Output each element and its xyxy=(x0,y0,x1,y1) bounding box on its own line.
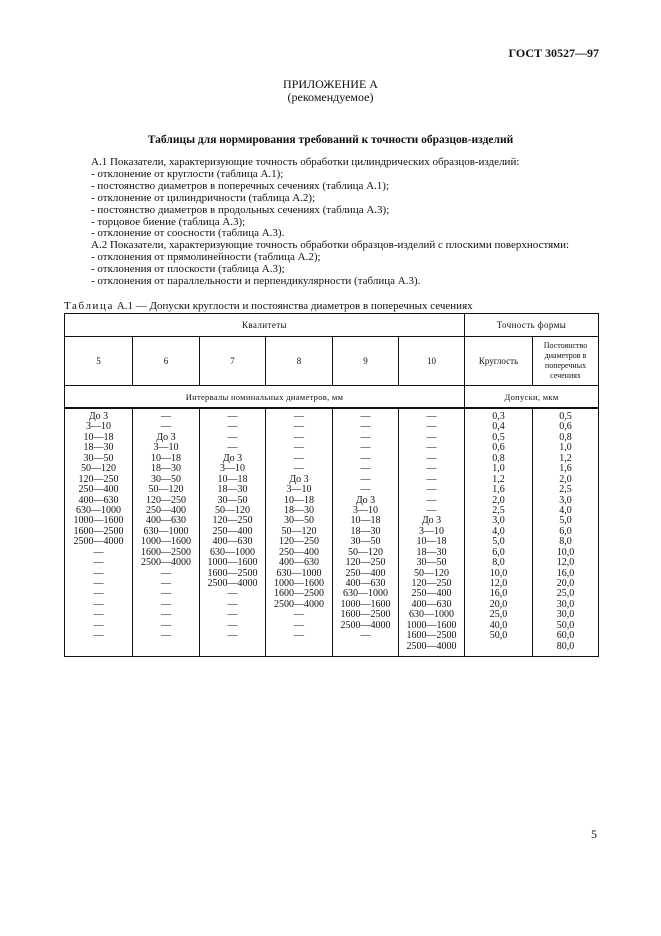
table-cell: — xyxy=(426,421,437,433)
table-cell: 400—630 xyxy=(345,578,386,589)
grade-8: 8 xyxy=(266,337,333,386)
header-kvalitety: Квалитеты xyxy=(65,314,465,337)
table-cell: 630—1000 xyxy=(276,567,322,579)
table-cell: 3—10 xyxy=(153,442,179,454)
table-cell: 2,5 xyxy=(559,484,572,496)
column-grade-7 xyxy=(200,408,266,657)
table-cell: 1600—2500 xyxy=(274,588,324,600)
table-cell: — xyxy=(161,567,171,579)
table-cell: 630—1000 xyxy=(343,588,388,600)
table-cell: 30—50 xyxy=(151,473,181,485)
table-caption xyxy=(64,300,473,312)
table-cell: 630—1000 xyxy=(143,525,189,537)
table-cell: 60,0 xyxy=(556,630,575,642)
table-caption-text: А.1 — Допуски круглости и постоянства диаметров в поперечных сечениях xyxy=(114,300,473,312)
table-cell: — xyxy=(360,463,371,475)
table-cell: — xyxy=(93,619,104,631)
table-cell: — xyxy=(426,473,437,485)
paragraph-line: А.2 Показатели, характеризующие точность обработки образцов-изделий с плоскими поверхностями: xyxy=(91,239,570,252)
table-cell: 1,6 xyxy=(492,484,505,496)
table-cell: До 3 xyxy=(88,411,109,422)
table-cell: До 3 xyxy=(421,515,442,527)
table-cell: — xyxy=(93,609,104,621)
table-cell: 8,0 xyxy=(559,536,572,548)
paragraph-line: - постоянство диаметров в продольных сечениях (таблица А.3); xyxy=(91,203,390,216)
table-cell: 630—1000 xyxy=(76,504,121,516)
table-cell: 50—120 xyxy=(348,546,383,558)
table-cell: — xyxy=(227,411,238,422)
table-cell: 30,0 xyxy=(556,598,575,610)
table-cell: 1600—2500 xyxy=(406,630,457,642)
table-cell: — xyxy=(227,609,238,621)
table-cell: 18—30 xyxy=(217,484,248,496)
table-cell: 0,8 xyxy=(559,431,572,443)
table-cell: 1,2 xyxy=(559,452,572,464)
table-cell: 2,0 xyxy=(559,473,572,485)
table-cell: — xyxy=(360,411,371,422)
table-cell: — xyxy=(360,431,371,443)
table-cell: 0,4 xyxy=(492,421,505,433)
table-cell: — xyxy=(294,421,304,433)
table-cell: 2500—4000 xyxy=(207,578,258,589)
header-intervals: Интервалы номинальных диаметров, мм xyxy=(65,386,465,409)
table-cell: 10—18 xyxy=(350,515,381,527)
grade-9: 9 xyxy=(333,337,399,386)
table-cell: 20,0 xyxy=(556,578,575,589)
table-cell: 630—1000 xyxy=(210,546,255,558)
table-cell: 1,6 xyxy=(559,463,572,475)
table-cell: — xyxy=(294,442,304,454)
table-cell: 2500—4000 xyxy=(73,536,124,548)
table-cell: 0,8 xyxy=(492,452,505,464)
table-cell: 50—120 xyxy=(215,504,250,516)
table-cell: — xyxy=(93,578,104,589)
table-cell: 1000—1600 xyxy=(73,515,124,527)
table-cell: 1000—1600 xyxy=(207,557,258,569)
table-cell: — xyxy=(360,630,371,642)
table-cell: 1600—2500 xyxy=(141,546,191,558)
grade-10: 10 xyxy=(399,337,465,386)
table-cell: 400—630 xyxy=(146,515,186,527)
table-cell: 3,0 xyxy=(492,515,505,527)
table-cell: До 3 xyxy=(355,494,376,506)
table-cell: 0,6 xyxy=(492,442,505,454)
table-cell: — xyxy=(426,431,437,443)
table-cell: 1000—1600 xyxy=(406,619,457,631)
table-cell: 10,0 xyxy=(489,567,508,579)
table-cell: 2500—4000 xyxy=(274,598,324,610)
table-cell: 2500—4000 xyxy=(340,619,391,631)
table-cell: — xyxy=(426,452,437,464)
table-cell: — xyxy=(294,452,304,464)
table-cell: — xyxy=(93,546,104,558)
column-grade-9 xyxy=(333,408,399,657)
table-cell: 120—250 xyxy=(78,473,119,485)
column-grade-6 xyxy=(133,408,200,657)
table-cell: 630—1000 xyxy=(409,609,454,621)
table-cell: 2,5 xyxy=(492,504,505,516)
table-cell: — xyxy=(161,609,171,621)
table-cell: 12,0 xyxy=(556,557,575,569)
table-cell: 1600—2500 xyxy=(73,525,124,537)
table-cell: — xyxy=(93,567,104,579)
table-cell: — xyxy=(426,494,437,506)
table-cell: 18—30 xyxy=(284,504,314,516)
table-cell: — xyxy=(227,619,238,631)
table-cell: — xyxy=(161,588,171,600)
table-cell: 30,0 xyxy=(556,609,575,621)
table-cell: — xyxy=(227,598,238,610)
table-cell: 30—50 xyxy=(350,536,381,548)
table-cell: 50—120 xyxy=(81,463,116,475)
table-cell: 6,0 xyxy=(559,525,572,537)
table-cell: — xyxy=(426,442,437,454)
table-cell: 0,3 xyxy=(492,411,505,422)
table-cell: 2,0 xyxy=(492,494,505,506)
table-cell: 1,0 xyxy=(559,442,572,454)
table-cell: — xyxy=(227,588,238,600)
table-cell: — xyxy=(360,473,371,485)
appendix-note: (рекомендуемое) xyxy=(287,90,374,104)
table-cell: 10—18 xyxy=(416,536,447,548)
table-cell: 30—50 xyxy=(416,557,447,569)
tolerance-table xyxy=(64,313,599,657)
header-tolerances: Допуски, мкм xyxy=(465,386,599,409)
table-cell: — xyxy=(161,619,171,631)
table-cell: 1600—2500 xyxy=(340,609,391,621)
grade-7: 7 xyxy=(200,337,266,386)
standard-number: ГОСТ 30527—97 xyxy=(508,46,599,60)
table-cell: — xyxy=(294,431,304,443)
table-cell: 1000—1600 xyxy=(340,598,391,610)
table-cell: 18—30 xyxy=(350,525,381,537)
table-cell: 3—10 xyxy=(86,421,111,433)
table-caption-prefix: Таблица xyxy=(64,300,114,312)
table-cell: 120—250 xyxy=(279,536,319,548)
paragraph-line: - отклонения от параллельности и перпендикулярности (таблица А.3). xyxy=(91,275,421,288)
table-cell: — xyxy=(161,578,171,589)
table-cell: 18—30 xyxy=(83,442,114,454)
table-cell: 250—400 xyxy=(411,588,452,600)
table-cell: — xyxy=(93,630,104,642)
table-cell: 0,6 xyxy=(559,421,572,433)
table-cell: — xyxy=(93,557,104,569)
table-cell: До 3 xyxy=(222,452,243,464)
paragraph-line: - отклонения от плоскости (таблица А.3); xyxy=(91,263,285,276)
table-cell: — xyxy=(93,598,104,610)
table-cell: 3—10 xyxy=(353,504,378,516)
table-cell: 8,0 xyxy=(492,557,505,569)
table-cell: 1,2 xyxy=(492,473,505,485)
table-cell: — xyxy=(227,630,238,642)
table-cell: — xyxy=(360,452,371,464)
table-cell: 3—10 xyxy=(286,484,312,496)
page-number: 5 xyxy=(591,827,597,841)
table-cell: — xyxy=(161,411,171,422)
table-cell: 250—400 xyxy=(78,484,119,496)
paragraph-line: А.1 Показатели, характеризующие точность обработки цилиндрических образцов-изделий: xyxy=(91,156,520,168)
table-cell: 2500—4000 xyxy=(141,557,191,569)
table-cell: 3,0 xyxy=(559,494,572,506)
table-cell: 18—30 xyxy=(151,463,181,475)
section-heading: Таблицы для нормирования требований к точности образцов-изделий xyxy=(147,134,514,146)
table-cell: 10,0 xyxy=(556,546,575,558)
table-cell: 50—120 xyxy=(148,484,184,496)
table-cell: 18—30 xyxy=(416,546,447,558)
table-cell: 4,0 xyxy=(492,525,505,537)
paragraph-line: - постоянство диаметров в поперечных сечениях (таблица А.1); xyxy=(91,179,390,192)
table-cell: 3—10 xyxy=(220,463,245,475)
table-cell: 120—250 xyxy=(146,494,186,506)
table-cell: 1600—2500 xyxy=(207,567,258,579)
table-cell: 400—630 xyxy=(78,494,119,506)
table-cell: — xyxy=(426,484,437,496)
grade-6: 6 xyxy=(133,337,200,386)
table-cell: До 3 xyxy=(289,473,309,485)
table-cell: 16,0 xyxy=(556,567,575,579)
table-cell: 120—250 xyxy=(212,515,253,527)
table-cell: 10—18 xyxy=(83,431,114,443)
paragraph-line: - отклонение от соосности (таблица А.3). xyxy=(91,227,285,240)
table-cell: 400—630 xyxy=(411,598,452,610)
table-cell: 2500—4000 xyxy=(406,640,457,652)
table-cell: 0,5 xyxy=(559,411,572,422)
table-cell: 1000—1600 xyxy=(274,578,324,589)
table-cell: 12,0 xyxy=(489,578,508,589)
header-roundness: Круглость xyxy=(465,337,533,386)
paragraph-line: - торцовое биение (таблица А.3); xyxy=(91,215,246,228)
paragraph-line: - отклонения от прямолинейности (таблица А.2); xyxy=(91,251,321,264)
table-cell: — xyxy=(294,630,304,642)
column-diameter-constancy xyxy=(533,408,599,657)
appendix-block xyxy=(0,78,661,104)
table-cell: 5,0 xyxy=(492,536,505,548)
table-cell: 10—18 xyxy=(217,473,248,485)
table-cell: — xyxy=(93,588,104,600)
table-cell: — xyxy=(161,421,171,433)
table-cell: 250—400 xyxy=(146,504,186,516)
table-cell: 1000—1600 xyxy=(141,536,191,548)
table-cell: 120—250 xyxy=(411,578,452,589)
table-cell: — xyxy=(227,442,238,454)
table-cell: 20,0 xyxy=(489,598,508,610)
table-cell: 40,0 xyxy=(489,619,508,631)
table-cell: 50,0 xyxy=(489,630,508,642)
appendix-title: ПРИЛОЖЕНИЕ А xyxy=(283,77,378,91)
table-cell: 3—10 xyxy=(419,525,444,537)
table-cell: 5,0 xyxy=(559,515,572,527)
table-cell: — xyxy=(426,504,437,516)
table-cell: 30—50 xyxy=(83,452,114,464)
table-cell: — xyxy=(294,463,304,475)
header-form-accuracy: Точность формы xyxy=(465,314,599,337)
table-cell: 10—18 xyxy=(151,452,181,464)
table-cell: 16,0 xyxy=(489,588,508,600)
table-cell: — xyxy=(426,463,437,475)
table-cell: 250—400 xyxy=(345,567,386,579)
table-cell: 400—630 xyxy=(279,557,319,569)
table-cell: 30—50 xyxy=(284,515,314,527)
column-grade-8 xyxy=(266,408,333,657)
table-cell: 120—250 xyxy=(345,557,386,569)
table-cell: 10—18 xyxy=(284,494,314,506)
requirements-text xyxy=(91,157,611,288)
table-cell: — xyxy=(227,431,238,443)
column-grade-5 xyxy=(65,408,133,657)
table-cell: 4,0 xyxy=(559,504,572,516)
grade-5: 5 xyxy=(65,337,133,386)
table-cell: 30—50 xyxy=(217,494,248,506)
table-cell: — xyxy=(360,421,371,433)
header-diameter-constancy: Постоянство диаметров в поперечных сечениях xyxy=(533,337,599,386)
table-cell: — xyxy=(360,442,371,454)
table-cell: 25,0 xyxy=(556,588,575,600)
table-cell: 1,0 xyxy=(492,463,505,475)
table-cell: — xyxy=(426,411,437,422)
table-cell: 250—400 xyxy=(279,546,319,558)
table-cell: 50—120 xyxy=(281,525,317,537)
table-cell: 50,0 xyxy=(556,619,575,631)
table-cell: — xyxy=(161,598,171,610)
table-cell: 25,0 xyxy=(489,609,508,621)
paragraph-line: - отклонение от круглости (таблица А.1); xyxy=(91,167,284,180)
table-cell: — xyxy=(294,411,304,422)
table-cell: 250—400 xyxy=(212,525,253,537)
column-grade-10 xyxy=(399,408,465,657)
paragraph-line: - отклонение от цилиндричности (таблица А.2); xyxy=(91,191,316,204)
table-cell: — xyxy=(294,609,304,621)
table-cell: 6,0 xyxy=(492,546,505,558)
table-cell: — xyxy=(360,484,371,496)
table-cell: 80,0 xyxy=(556,640,575,652)
table-cell: — xyxy=(227,421,238,433)
table-cell: 50—120 xyxy=(414,567,449,579)
table-cell: — xyxy=(161,630,171,642)
table-cell: До 3 xyxy=(156,431,176,443)
table-cell: 400—630 xyxy=(212,536,253,548)
table-cell: — xyxy=(294,619,304,631)
table-cell: 0,5 xyxy=(492,431,505,443)
column-roundness xyxy=(465,408,533,657)
